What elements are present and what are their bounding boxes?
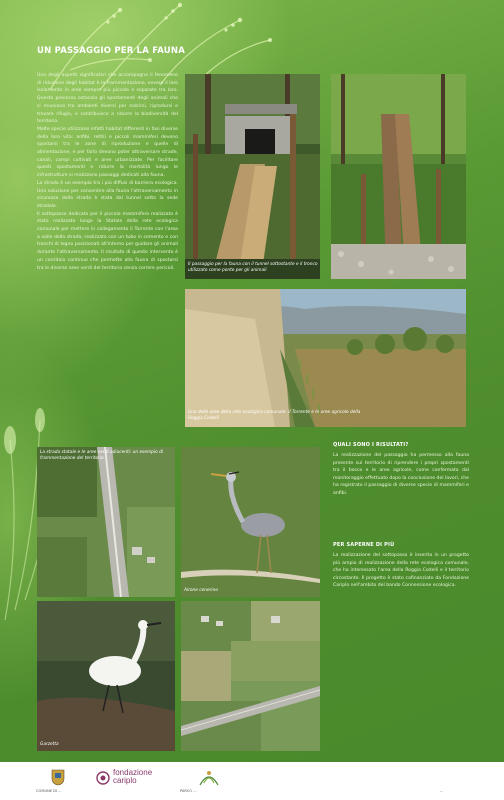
logo-cariplo-word-1: fondazione (113, 768, 153, 777)
body-paragraph: Il sottopasso dedicato per il piccolo mammifero realizzato è stato realizzato lungo la Statale della rete ecologica comunale per mettere in collegamento il Torrente con l'area a valle della strada, realizzato con un tubo in cemento e con tronchi di legno posizionati all'interno per guidare gli animali durante l'attraversamento. Il risultato di questo intervento è un corridoio continuo che permette alla fauna di spostarsi tra le diverse aree verdi del territorio senza correre pericoli. (37, 211, 178, 271)
main-body-text (37, 72, 178, 272)
section-heading-learn-more: PER SAPERNE DI PIÙ (333, 542, 395, 548)
footer-logo-bar (0, 762, 504, 800)
photo-caption: Garzetta (40, 742, 59, 747)
logo-cariplo-word-2: cariplo (113, 776, 137, 785)
photo-caption: La strada statale e le aree verdi adiacenti: un esempio di frammentazione del territorio (40, 450, 163, 461)
body-paragraph: Molte specie utilizzano infatti habitat differenti in fasi diverse della loro vita: anfibi, rettili e piccoli mammiferi devono spostarsi tra le zone di riproduzione e quelle di alimentazione, e per farlo devono poter attraversare strade, canali, campi coltivati e aree urbanizzate. Per facilitare questi spostamenti e ridurre la mortalità lungo le infrastrutture si realizzano passaggi dedicati alla fauna. (37, 126, 178, 179)
photo-log-bridge-closeup (331, 74, 466, 279)
body-paragraph: La strada è un esempio tra i più diffusi di barriera ecologica. Una soluzione per consentire alla fauna l'attraversamento in sicurezza della strada è stata dal tunnel sotto la sede stradale. (37, 180, 178, 209)
page-title: UN PASSAGGIO PER LA FAUNA (37, 46, 185, 56)
body-paragraph: Uno degli aspetti significativi che accompagna il fenomeno di riduzione degli habitat è la frammentazione, ovvero il loro isolamento in aree sempre più piccole e separate tra loro. Questo processo ostacola gli spostamenti degli animali che si muovono tra ambienti diversi per nutrirsi, riprodursi e trovare rifugio, e contribuisce a ridurre la biodiversità del territorio. (37, 73, 178, 125)
section-text-results: La realizzazione del passaggio ha permesso alla fauna presente sul territorio di riprendere i propri spostamenti tra il bosco e le aree agricole, come confermato dal monitoraggio effettuato dopo la conclusione dei lavori, che ha registrato il passaggio di diverse specie di mammiferi e anfibi. (333, 453, 469, 496)
photo-caption: Airone cenerino (184, 588, 218, 593)
logo-left-label: COMUNE DI ... (36, 789, 62, 793)
photo-caption: Il passaggio per la fauna con il tunnel sottostante e il tronco utilizzato come ponte per gli animali (188, 262, 318, 273)
photo-highway-aerial (37, 447, 175, 597)
photo-tunnel-log-bridge (185, 74, 320, 279)
footer-corner-label: ... (440, 789, 444, 793)
photo-egret (37, 601, 175, 751)
photo-hillside-landscape (185, 289, 466, 427)
section-text-learn-more: La realizzazione del sottopasso è inserita in un progetto più ampio di realizzazione della rete ecologica comunale, che ha interessato l'area della Roggia Codelli e il territorio circostante. Il progetto è stato cofinanziato da Fondazione Cariplo nell'ambito del bando Connessione ecologica. (333, 553, 469, 589)
municipality-crest-icon (50, 768, 66, 786)
fondazione-cariplo-logo-icon (96, 770, 110, 786)
photo-caption: Una delle aree della rete ecologica comunale: il Torrente e le aree agricole della Roggia Codelli (188, 410, 361, 421)
park-logo-icon (198, 767, 220, 787)
section-heading-results: QUALI SONO I RISULTATI? (333, 442, 409, 448)
logo-right-label: PARCO ... (180, 789, 197, 793)
photo-aerial-fields (181, 601, 320, 751)
photo-grey-heron (181, 447, 320, 597)
